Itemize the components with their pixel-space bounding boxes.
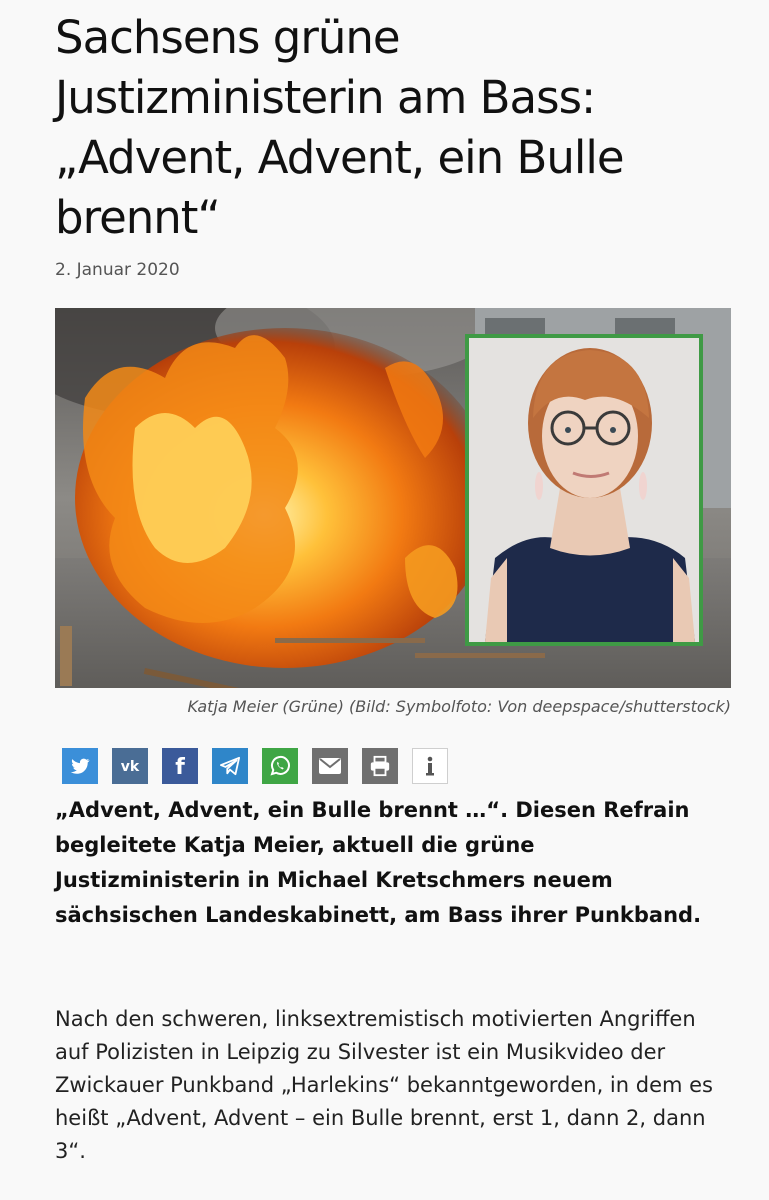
article-headline: Sachsens grüne Justizministerin am Bass: „Advent, Advent, ein Bulle brennt“ [55, 11, 624, 244]
whatsapp-icon [268, 754, 292, 778]
svg-text:vk: vk [120, 759, 140, 774]
share-bar [62, 748, 448, 784]
twitter-icon [69, 755, 91, 777]
share-vk-button[interactable] [112, 748, 148, 784]
email-icon [318, 757, 342, 775]
article-lead: „Advent, Advent, ein Bulle brennt …“. Diesen Refrain begleitete Katja Meier, aktuell die grüne Justizministerin in Michael Kretschmers neuem sächsischen Landeskabinett, am Bass ihrer Punkband. [55, 798, 702, 927]
image-caption: Katja Meier (Grüne) (Bild: Symbolfoto: Von deepspace/shutterstock) [187, 697, 731, 716]
svg-text:f: f [175, 755, 185, 778]
share-facebook-button[interactable] [162, 748, 198, 784]
print-icon [369, 755, 391, 777]
article-image [55, 308, 731, 688]
share-email-button[interactable] [312, 748, 348, 784]
facebook-icon [170, 754, 190, 778]
telegram-icon [219, 756, 241, 776]
info-icon [424, 755, 436, 777]
share-twitter-button[interactable] [62, 748, 98, 784]
info-button[interactable] [412, 748, 448, 784]
vk-icon [117, 758, 143, 774]
article-header [55, 0, 735, 280]
share-telegram-button[interactable] [212, 748, 248, 784]
article-date: 2. Januar 2020 [55, 260, 180, 280]
print-button[interactable] [362, 748, 398, 784]
share-whatsapp-button[interactable] [262, 748, 298, 784]
burning-car-photo [55, 308, 731, 688]
article-body-paragraph: Nach den schweren, linksextremistisch motivierten Angriffen auf Polizisten in Leipzig zu Silvester ist ein Musikvideo der Zwickauer Punkband „Harlekins“ bekanntgeworden, in dem es heißt „Advent, Advent – ein Bulle brennt, erst 1, dann 2, dann 3“. [55, 1007, 713, 1163]
